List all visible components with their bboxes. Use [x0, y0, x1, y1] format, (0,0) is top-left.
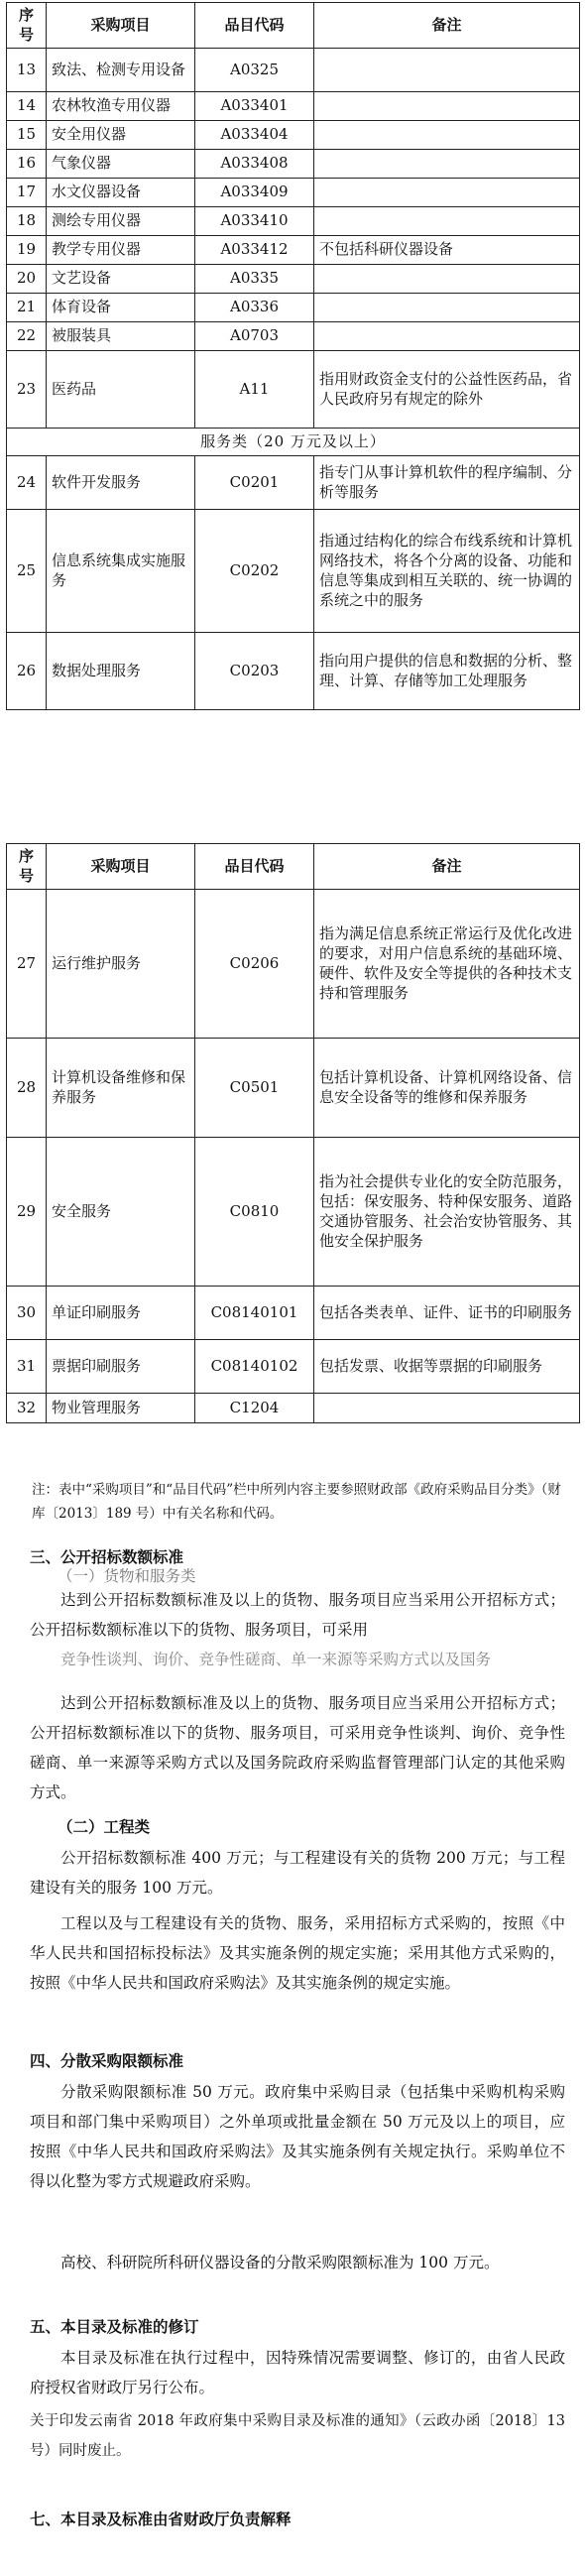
row-item: 计算机设备维修和保养服务: [47, 1038, 195, 1137]
row-code: A0703: [195, 321, 314, 350]
header-code: 品目代码: [195, 844, 314, 890]
section-3-title: 三、公开招标数额标准: [30, 1548, 184, 1566]
row-no: 25: [7, 509, 47, 632]
row-no: 17: [7, 178, 47, 206]
table-row: [7, 1038, 580, 1137]
header-note: 备注: [314, 844, 580, 890]
row-code: C08140101: [195, 1286, 314, 1339]
table-row: [7, 1339, 580, 1393]
section-3-subtitle-engineering: （二）工程类: [58, 1818, 151, 1836]
section-row: [7, 428, 580, 455]
row-note: 包括发票、收据等票据的印刷服务: [314, 1339, 580, 1393]
row-no: 28: [7, 1038, 47, 1137]
row-code: A033409: [195, 178, 314, 206]
section-label: 服务类（20 万元及以上）: [7, 428, 580, 455]
row-item: 票据印刷服务: [47, 1339, 195, 1393]
row-no: 27: [7, 889, 47, 1038]
header-item: 采购项目: [47, 844, 195, 890]
table-row: [7, 91, 580, 120]
row-note: [314, 321, 580, 350]
row-note: [314, 178, 580, 206]
row-item: 测绘专用仪器: [47, 206, 195, 235]
table-row: [7, 1393, 580, 1422]
row-item: 致法、检测专用设备: [47, 48, 195, 91]
row-code: A11: [195, 350, 314, 428]
row-no: 30: [7, 1286, 47, 1339]
section-5-repeal-paragraph: 关于印发云南省 2018 年政府集中采购目录及标准的通知》（云政办函〔2018〕13 号）同时废止。: [30, 2413, 565, 2459]
table-row: [7, 455, 580, 509]
row-note: 指为社会提供专业化的安全防范服务，包括：保安服务、特种保安服务、道路交通协管服务、社会治安协管服务、其他安全保护服务: [314, 1137, 580, 1286]
table-row: [7, 350, 580, 428]
header-note: 备注: [314, 3, 580, 49]
row-note: [314, 206, 580, 235]
row-code: C0501: [195, 1038, 314, 1137]
row-note: [314, 149, 580, 178]
row-item: 安全用仪器: [47, 120, 195, 149]
row-note: 不包括科研仪器设备: [314, 235, 580, 264]
faded-subheading: （一）货物和服务类: [58, 1567, 196, 1585]
procurement-table-2: [6, 843, 580, 1423]
row-item: 水文仪器设备: [47, 178, 195, 206]
row-no: 32: [7, 1393, 47, 1422]
procurement-table-1: [6, 2, 580, 710]
engineering-procedure: 工程以及与工程建设有关的货物、服务，采用招标方式采购的，按照《中华人民共和国招标投标法》及其实施条例的规定实施；采用其他方式采购的，按照《中华人民共和国政府采购法》及其实施条例的规定实施。: [30, 1914, 565, 1992]
row-note: 指向用户提供的信息和数据的分析、整理、计算、存储等加工处理服务: [314, 632, 580, 709]
table-header-row: [7, 844, 580, 890]
table-row: [7, 1286, 580, 1339]
table-row: [7, 178, 580, 206]
row-item: 文艺设备: [47, 264, 195, 293]
section-4-title: 四、分散采购限额标准: [30, 2052, 184, 2070]
section-4-paragraph: 分散采购限额标准 50 万元。政府集中采购目录（包括集中采购机构采购项目和部门集中采购项目）之外单项或批量金额在 50 万元及以上的项目，应按照《中华人民共和国政府采购法》及其实施条例有关规定执行。采购单位不得以化整为零方式规避政府采购。: [30, 2083, 565, 2190]
header-code: 品目代码: [195, 3, 314, 49]
row-item: 农林牧渔专用仪器: [47, 91, 195, 120]
row-note: [314, 48, 580, 91]
row-code: A033408: [195, 149, 314, 178]
row-no: 23: [7, 350, 47, 428]
row-note: [314, 293, 580, 321]
row-code: A0336: [195, 293, 314, 321]
section-5-paragraph: 本目录及标准在执行过程中，因特殊情况需要调整、修订的，由省人民政府授权省财政厅另行公布。: [30, 2349, 565, 2396]
row-code: C0810: [195, 1137, 314, 1286]
row-no: 19: [7, 235, 47, 264]
row-note: 包括计算机设备、计算机网络设备、信息安全设备等的维修和保养服务: [314, 1038, 580, 1137]
header-no: 序号: [7, 844, 47, 890]
section-4-research-paragraph: 高校、科研院所科研仪器设备的分散采购限额标准为 100 万元。: [60, 2254, 500, 2271]
row-code: A033412: [195, 235, 314, 264]
row-no: 29: [7, 1137, 47, 1286]
section-7-title: 七、本目录及标准由省财政厅负责解释: [30, 2511, 292, 2528]
row-code: A033404: [195, 120, 314, 149]
section-5-title: 五、本目录及标准的修订: [30, 2318, 199, 2336]
header-item: 采购项目: [47, 3, 195, 49]
row-code: A0335: [195, 264, 314, 293]
table-footnote: 注：表中“采购项目”和“品目代码”栏中所列内容主要参照财政部《政府采购品目分类》（财库〔2013〕189 号）中有关名称和代码。: [32, 1482, 561, 1522]
row-item: 物业管理服务: [47, 1393, 195, 1422]
row-note: [314, 1393, 580, 1422]
table-row: [7, 889, 580, 1038]
table-row: [7, 149, 580, 178]
row-note: 指为满足信息系统正常运行及优化改进的要求，对用户信息系统的基础环境、硬件、软件及安全等提供的各种技术支持和管理服务: [314, 889, 580, 1038]
engineering-thresholds: 公开招标数额标准 400 万元；与工程建设有关的货物 200 万元；与工程建设有关的服务 100 万元。: [30, 1849, 565, 1897]
table-row: [7, 509, 580, 632]
row-note: [314, 120, 580, 149]
row-no: 22: [7, 321, 47, 350]
row-note: 指用财政资金支付的公益性医药品，省人民政府另有规定的除外: [314, 350, 580, 428]
row-code: C0202: [195, 509, 314, 632]
row-no: 26: [7, 632, 47, 709]
section-3-paragraph: 达到公开招标数额标准及以上的货物、服务项目应当采用公开招标方式；公开招标数额标准以下的货物、服务项目，可采用竞争性谈判、询价、竞争性磋商、单一来源等采购方式以及国务院政府采购监督管理部门认定的其他采购方式。: [30, 1694, 565, 1801]
row-item: 体育设备: [47, 293, 195, 321]
row-item: 被服装具: [47, 321, 195, 350]
header-no: 序号: [7, 3, 47, 49]
row-code: C0201: [195, 455, 314, 509]
row-code: C1204: [195, 1393, 314, 1422]
row-item: 医药品: [47, 350, 195, 428]
row-code: A033401: [195, 91, 314, 120]
row-no: 31: [7, 1339, 47, 1393]
row-item: 气象仪器: [47, 149, 195, 178]
table-row: [7, 48, 580, 91]
row-note: 指通过结构化的综合布线系统和计算机网络技术，将各个分离的设备、功能和信息等集成到相互关联的、统一协调的系统之中的服务: [314, 509, 580, 632]
row-code: A0325: [195, 48, 314, 91]
table-header-row: [7, 3, 580, 49]
row-no: 15: [7, 120, 47, 149]
row-code: C0203: [195, 632, 314, 709]
row-item: 教学专用仪器: [47, 235, 195, 264]
row-code: C08140102: [195, 1339, 314, 1393]
row-item: 数据处理服务: [47, 632, 195, 709]
row-code: C0206: [195, 889, 314, 1038]
row-no: 20: [7, 264, 47, 293]
table-row: [7, 120, 580, 149]
row-note: 指专门从事计算机软件的程序编制、分析等服务: [314, 455, 580, 509]
row-item: 单证印刷服务: [47, 1286, 195, 1339]
row-no: 13: [7, 48, 47, 91]
row-note: [314, 264, 580, 293]
row-no: 14: [7, 91, 47, 120]
row-code: A033410: [195, 206, 314, 235]
row-no: 24: [7, 455, 47, 509]
table-row: [7, 264, 580, 293]
row-no: 16: [7, 149, 47, 178]
table-row: [7, 321, 580, 350]
row-item: 信息系统集成实施服务: [47, 509, 195, 632]
row-item: 安全服务: [47, 1137, 195, 1286]
table-row: [7, 235, 580, 264]
table-row: [7, 206, 580, 235]
row-no: 18: [7, 206, 47, 235]
table-row: [7, 1137, 580, 1286]
table-row: [7, 632, 580, 709]
row-item: 运行维护服务: [47, 889, 195, 1038]
row-note: 包括各类表单、证件、证书的印刷服务: [314, 1286, 580, 1339]
section-3-paragraph-overlap: 达到公开招标数额标准及以上的货物、服务项目应当采用公开招标方式；公开招标数额标准以下的货物、服务项目，可采用 竞争性谈判、询价、竞争性磋商、单一来源等采购方式以及国务: [30, 1591, 565, 1668]
row-item: 软件开发服务: [47, 455, 195, 509]
row-note: [314, 91, 580, 120]
row-no: 21: [7, 293, 47, 321]
table-row: [7, 293, 580, 321]
